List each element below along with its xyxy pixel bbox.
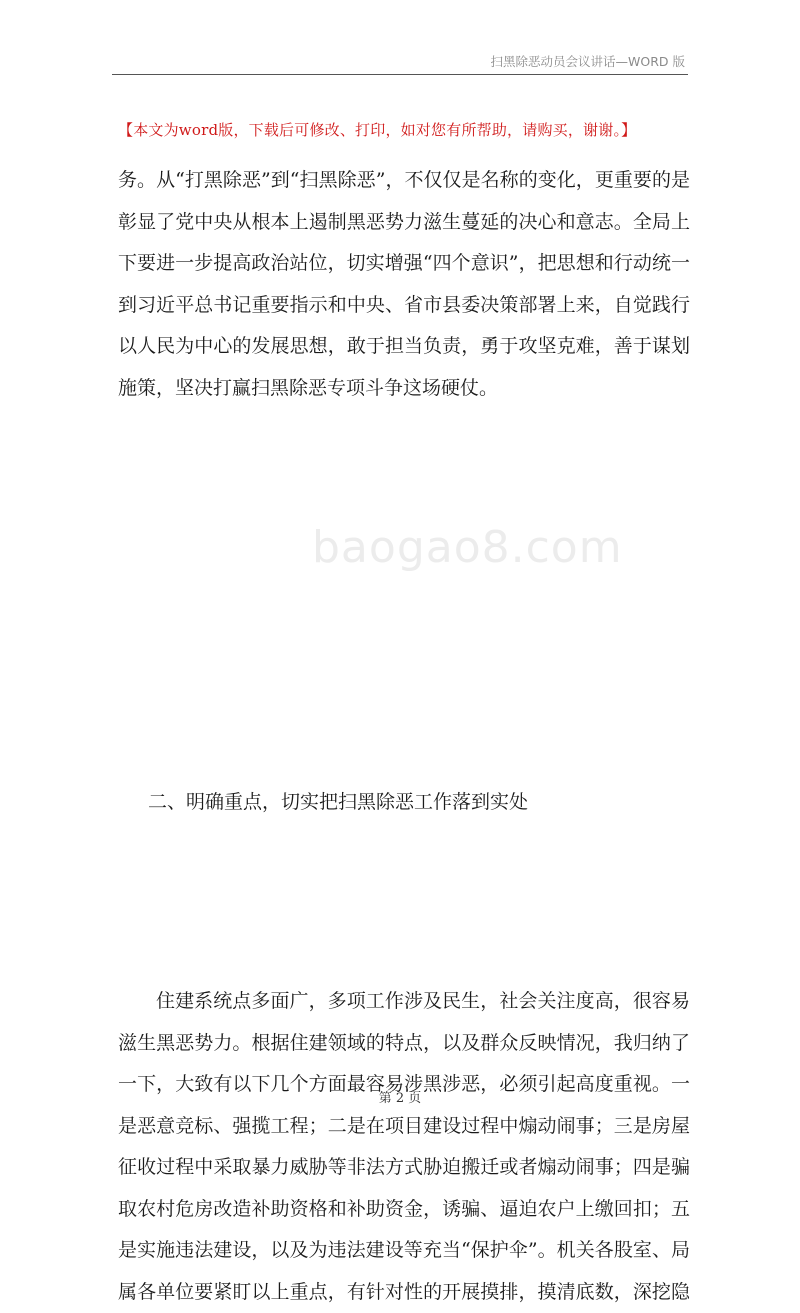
watermark-text: baogao8.com <box>312 522 623 573</box>
header-divider <box>112 74 688 75</box>
purchase-notice: 【本文为word版，下载后可修改、打印，如对您有所帮助，请购买，谢谢。】 <box>118 121 637 139</box>
paragraph-text: 务。从“打黑除恶”到“扫黑除恶”，不仅仅是名称的变化，更重要的是彰显了党中央从根本上遏制黑恶势力滋生蔓延的决心和意志。全局上下要进一步提高政治站位，切实增强“四个意识”，把思想和行动统一到习近平总书记重要指示和中央、省市县委决策部署上来，自觉践行以人民为中心的发展思想，敢于担当负责，勇于攻坚克难，善于谋划施策，坚决打赢扫黑除恶专项斗争这场硬仗。 <box>118 169 690 399</box>
section-heading: 二、明确重点，切实把扫黑除恶工作落到实处 <box>148 791 529 813</box>
paragraph-key-points <box>118 981 690 1313</box>
page-number: 第 2 页 <box>378 1091 422 1106</box>
watermark <box>312 522 623 573</box>
paragraph-continuation <box>118 160 690 409</box>
paragraph-text: 住建系统点多面广，多项工作涉及民生，社会关注度高，很容易滋生黑恶势力。根据住建领域的特点，以及群众反映情况，我归纳了一下，大致有以下几个方面最容易涉黑涉恶，必须引起高度重视。一是恶意竞标、强揽工程；二是在项目建设过程中煽动闹事；三是房屋征收过程中采取暴力威胁等非法方式胁迫搬迁或者煽动闹事；四是骗取农村危房改造补助资格和补助资金，诱骗、逼迫农户上缴回扣；五是实施违法建设，以及为违法建设等充当“保护伞”。机关各股室、局属各单位要紧盯以上重点，有针对性的开展摸排，摸清底数，深挖隐 <box>118 990 690 1303</box>
document-header-title: 扫黑除恶动员会议讲话—WORD 版 <box>490 54 685 69</box>
